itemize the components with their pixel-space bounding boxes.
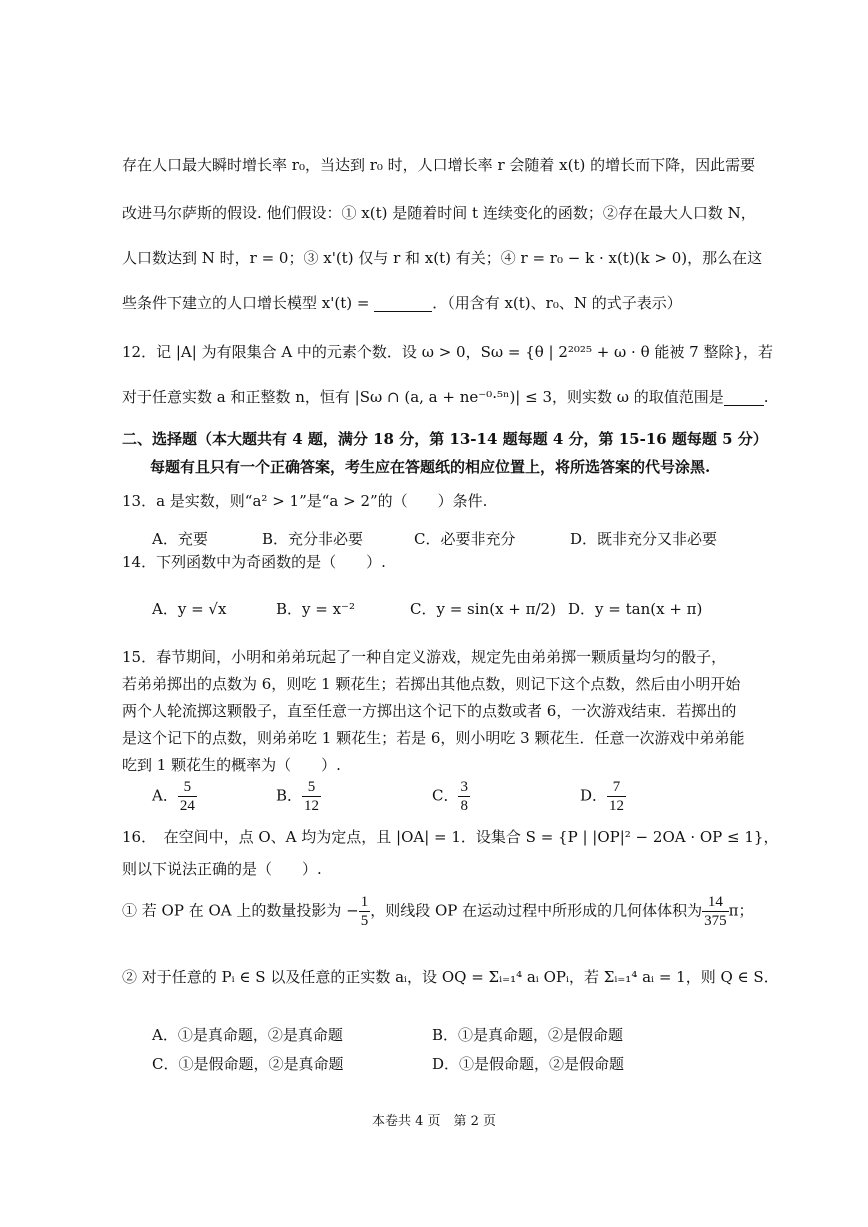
q14-option-d[interactable]: D．y = tan(x + π) xyxy=(568,600,703,618)
q14-option-c[interactable]: C．y = sin(x + π/2) xyxy=(410,600,556,618)
q14-stem: 14．下列函数中为奇函数的是（ ）. xyxy=(122,553,386,571)
section-2-title: 二、选择题（本大题共有 4 题，满分 18 分，第 13-14 题每题 4 分，第 15-16 题每题 5 分） xyxy=(122,430,768,448)
q12-line-2 xyxy=(122,390,769,406)
q11-line-4 xyxy=(122,296,682,312)
q16-statement-1-tail: π； xyxy=(728,901,754,920)
q15-option-d-num: 7 xyxy=(607,778,626,797)
q15-option-d-fraction xyxy=(607,778,626,815)
q16-option-b[interactable]: B．①是真命题，②是假命题 xyxy=(432,1026,624,1044)
q15-option-c[interactable] xyxy=(432,778,470,815)
q11-line-4-tail: ．（用含有 x(t)、r₀、N 的式子表示） xyxy=(432,294,682,312)
q15-option-c-num: 3 xyxy=(460,779,468,795)
q12-line-2-tail: . xyxy=(763,388,769,406)
q16-option-c[interactable]: C．①是假命题，②是真命题 xyxy=(152,1055,344,1073)
q13-option-a[interactable]: A．充要 xyxy=(152,530,208,548)
page-footer: 本卷共 4 页 第 2 页 xyxy=(371,1114,497,1129)
q16-statement-1-text: ① 若 OP 在 OA 上的数量投影为 − xyxy=(122,901,359,920)
q13-stem: 13．a 是实数，则“a² > 1”是“a > 2”的（ ）条件. xyxy=(122,492,488,510)
q15-option-b-den: 12 xyxy=(304,798,320,814)
q15-line-3: 两个人轮流掷这颗骰子，直至任意一方掷出这个记下的点数或者 6，一次游戏结束．若掷出的 xyxy=(122,702,737,720)
q15-line-5: 吃到 1 颗花生的概率为（ ）. xyxy=(122,756,341,774)
q15-option-b-num: 5 xyxy=(302,778,321,797)
q13-option-b[interactable]: B．充分非必要 xyxy=(262,530,364,548)
q11-answer-blank[interactable] xyxy=(374,296,432,312)
q16-line-1: 16． 在空间中，点 O、A 均为定点，且 |OA| = 1．设集合 S = {P | |OP|² − 2OA · OP ≤ 1}， xyxy=(122,828,779,846)
q16-statement-1-fraction-2 xyxy=(702,893,729,930)
q16-statement-1 xyxy=(122,893,754,930)
q15-option-c-fraction xyxy=(458,778,470,815)
q11-line-1: 存在人口最大瞬时增长率 r₀，当达到 r₀ 时，人口增长率 r 会随着 x(t) 的增长而下降，因此需要 xyxy=(122,156,756,174)
q15-option-b-label: B． xyxy=(276,786,303,805)
q11-line-2: 改进马尔萨斯的假设. 他们假设：① x(t) 是随着时间 t 连续变化的函数；②存在最大人口数 N， xyxy=(122,204,756,222)
q16-option-d[interactable]: D．①是假命题，②是假命题 xyxy=(432,1055,625,1073)
q11-line-3: 人口数达到 N 时，r = 0；③ x'(t) 仅与 r 和 x(t) 有关；④ r = r₀ − k · x(t)(k > 0)，那么在这 xyxy=(122,249,763,267)
q13-option-d[interactable]: D．既非充分又非必要 xyxy=(570,530,718,548)
q16-s1-den2: 375 xyxy=(704,913,727,929)
q15-option-c-label: C． xyxy=(432,786,459,805)
q16-line-2: 则以下说法正确的是（ ）. xyxy=(122,860,322,878)
q15-line-2: 若弟弟掷出的点数为 6，则吃 1 颗花生；若掷出其他点数，则记下这个点数，然后由小明开始 xyxy=(122,675,741,693)
q15-option-a-num: 5 xyxy=(178,778,197,797)
q15-line-1: 15．春节期间，小明和弟弟玩起了一种自定义游戏，规定先由弟弟掷一颗质量均匀的骰子， xyxy=(122,648,727,666)
section-2-instruction: 每题有且只有一个正确答案，考生应在答题纸的相应位置上，将所选答案的代号涂黑. xyxy=(150,458,711,476)
q16-statement-2: ② 对于任意的 Pᵢ ∈ S 以及任意的正实数 aᵢ，设 OQ = Σᵢ₌₁⁴ aᵢ OPᵢ，若 Σᵢ₌₁⁴ aᵢ = 1，则 Q ∈ S． xyxy=(122,968,779,986)
q16-statement-1-fraction-1 xyxy=(359,893,371,930)
q12-answer-blank[interactable] xyxy=(724,390,764,406)
q12-line-2-text: 对于任意实数 a 和正整数 n，恒有 |Sω ∩ (a, a + ne⁻⁰·⁵ⁿ)| ≤ 3，则实数 ω 的取值范围是 xyxy=(122,388,724,406)
q11-line-4-text: 些条件下建立的人口增长模型 x'(t) = xyxy=(122,294,375,312)
q15-option-b[interactable] xyxy=(276,778,321,815)
q16-statement-1-middle: ，则线段 OP 在运动过程中所形成的几何体体积为 xyxy=(370,901,703,920)
q15-option-d-den: 12 xyxy=(609,798,625,814)
q16-s1-num: 1 xyxy=(360,894,369,910)
q15-option-d[interactable] xyxy=(580,778,626,815)
q16-option-a[interactable]: A．①是真命题，②是真命题 xyxy=(152,1026,343,1044)
q15-option-c-den: 8 xyxy=(460,798,468,814)
q12-line-1: 12．记 |A| 为有限集合 A 中的元素个数．设 ω > 0，Sω = {θ | 2²⁰²⁵ + ω · θ 能被 7 整除}，若 xyxy=(122,343,774,361)
q15-line-4: 是这个记下的点数，则弟弟吃 1 颗花生；若是 6，则小明吃 3 颗花生．任意一次游戏中弟弟能 xyxy=(122,729,745,747)
q15-option-a-fraction xyxy=(178,778,197,815)
q15-option-b-fraction xyxy=(302,778,321,815)
q15-option-a-label: A． xyxy=(152,786,178,805)
q14-option-b[interactable]: B．y = x⁻² xyxy=(276,600,355,618)
q15-option-a[interactable] xyxy=(152,778,197,815)
q15-option-a-den: 24 xyxy=(179,798,195,814)
q16-s1-num2: 14 xyxy=(702,893,729,912)
q14-option-a[interactable]: A．y = √x xyxy=(152,600,227,618)
q13-option-c[interactable]: C．必要非充分 xyxy=(414,530,516,548)
q15-option-d-label: D． xyxy=(580,786,608,805)
q16-s1-den: 5 xyxy=(360,913,369,929)
